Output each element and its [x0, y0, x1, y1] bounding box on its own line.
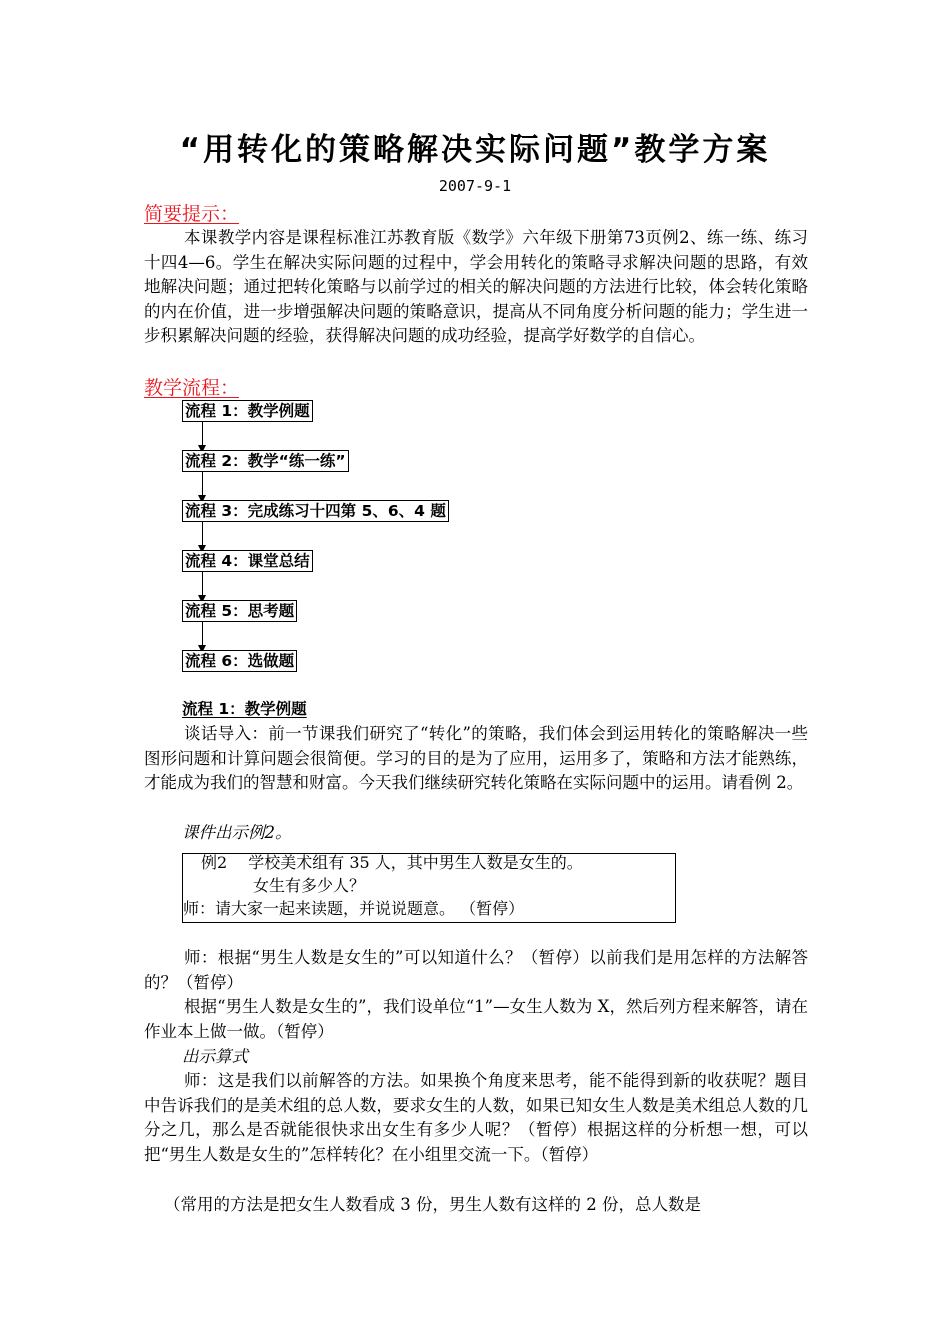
intro-paragraph: 谈话导入：前一节课我们研究了“转化”的策略，我们体会到运用转化的策略解决一些图形问题和计算问题会很简便。学习的目的是为了应用，运用多了，策略和方法才能熟练，才能成为我们的智慧和财富。今天我们继续研究转化策略在实际问题中的运用。请看例 2。 [144, 724, 808, 792]
flow-box-4: 流程 4：课堂总结 [182, 550, 313, 572]
example-box [182, 853, 676, 923]
question-paragraph-1: 师：根据“男生人数是女生的”可以知道什么？（暂停）以前我们是用怎样的方法解答的？（暂停） [144, 948, 808, 992]
question-paragraph-3: 师：这是我们以前解答的方法。如果换个角度来思考，能不能得到新的收获呢？题目中告诉我们的是美术组的总人数，要求女生的人数，如果已知女生人数是美术组总人数的几分之几，那么是否就能很快求出女生有多少人呢？（暂停）根据这样的分析想一想，可以把“男生人数是女生的”怎样转化？在小组里交流一下。（暂停） [144, 1071, 808, 1164]
flow-box-1: 流程 1：教学例题 [182, 400, 313, 422]
example-line-3: 师：请大家一起来读题，并说说题意。 （暂停） [183, 899, 525, 918]
flow-box-5: 流程 5：思考题 [182, 600, 297, 622]
flow-box-6: 流程 6：选做题 [182, 650, 297, 672]
courseware-note: 课件出示例2。 [182, 823, 292, 842]
document-title: “用转化的策略解决实际问题”教学方案 [179, 132, 771, 168]
example-line-2: 女生有多少人？ [253, 876, 366, 895]
show-formula-note: 出示算式 [182, 1047, 248, 1066]
example-line-1: 例2 学校美术组有 35 人，其中男生人数是女生的。 [201, 853, 583, 872]
flow-box-2: 流程 2：教学“练一练” [182, 450, 349, 472]
question-paragraph-4: （常用的方法是把女生人数看成 3 份，男生人数有这样的 2 份，总人数是 [164, 1195, 701, 1214]
flow-heading: 教学流程： [144, 377, 240, 399]
summary-heading: 简要提示： [144, 203, 240, 225]
question-paragraph-2: 根据“男生人数是女生的”，我们设单位“1”—女生人数为 X，然后列方程来解答，请在作业本上做一做。（暂停） [144, 997, 808, 1041]
document-date: 2007-9-1 [438, 177, 512, 195]
section-1-heading: 流程 1：教学例题 [182, 700, 307, 718]
summary-paragraph: 本课教学内容是课程标准江苏教育版《数学》六年级下册第73页例2、练一练、练习十四4—6。学生在解决实际问题的过程中，学会用转化的策略寻求解决问题的思路，有效地解决问题；通过把转化策略与以前学过的相关的解决问题的方法进行比较，体会转化策略的内在价值，进一步增强解决问题的策略意识，提高从不同角度分析问题的能力；学生进一步积累解决问题的经验，获得解决问题的成功经验，提高学好数学的自信心。 [144, 228, 808, 345]
flow-box-3: 流程 3：完成练习十四第 5、6、4 题 [182, 500, 449, 522]
